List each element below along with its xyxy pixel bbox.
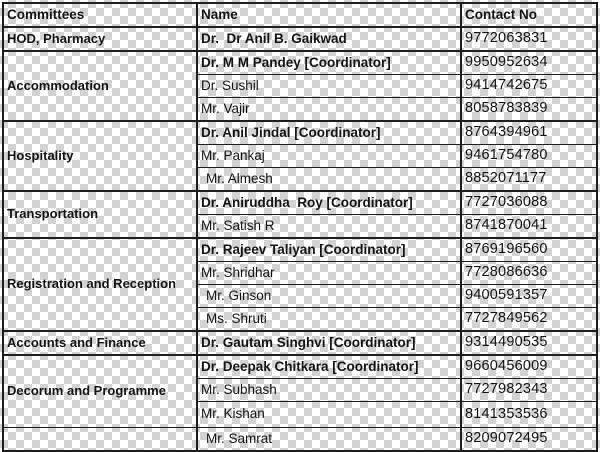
committee-cell: HOD, Pharmacy (3, 27, 197, 51)
member-name-cell: Mr. Vajir (197, 98, 461, 122)
member-name-cell: Dr. Anil Jindal [Coordinator] (197, 121, 461, 145)
committee-contact-table (2, 2, 598, 452)
table-row (3, 121, 597, 145)
member-name-cell: Dr. M M Pandey [Coordinator] (197, 51, 461, 75)
contact-number-cell: 9772063831 (461, 27, 597, 51)
committee-cell: Registration and Reception (3, 238, 197, 331)
committee-cell: Hospitality (3, 121, 197, 191)
contact-number-cell: 8769196560 (461, 238, 597, 262)
header-name: Name (197, 3, 461, 27)
member-name-cell: Mr. Ginson (197, 285, 461, 308)
contact-number-cell: 8058783839 (461, 98, 597, 122)
contact-number-cell: 9414742675 (461, 75, 597, 98)
header-committees: Committees (3, 3, 197, 27)
member-name-cell: Ms. Shruti (197, 308, 461, 332)
contact-number-cell: 8209072495 (461, 428, 597, 452)
contact-number-cell: 9660456009 (461, 355, 597, 379)
member-name-cell: Dr. Sushil (197, 75, 461, 98)
contact-number-cell: 7727982343 (461, 379, 597, 402)
member-name-cell: Mr. Pankaj (197, 145, 461, 168)
member-name-cell: Dr. Rajeev Taliyan [Coordinator] (197, 238, 461, 262)
member-name-cell: Mr. Subhash (197, 379, 461, 402)
member-name-cell: Dr. Aniruddha Roy [Coordinator] (197, 191, 461, 215)
member-name-cell: Mr. Kishan (197, 402, 461, 428)
member-name-cell: Dr. Dr Anil B. Gaikwad (197, 27, 461, 51)
committee-cell: Transportation (3, 191, 197, 238)
contact-number-cell: 7727849562 (461, 308, 597, 332)
member-name-cell: Mr. Shridhar (197, 262, 461, 285)
contact-number-cell: 9461754780 (461, 145, 597, 168)
contact-number-cell: 9950952634 (461, 51, 597, 75)
contact-number-cell: 7728086636 (461, 262, 597, 285)
contact-number-cell: 8852071177 (461, 168, 597, 192)
member-name-cell: Mr. Almesh (197, 168, 461, 192)
table-body (3, 27, 597, 451)
table-row (3, 331, 597, 355)
table-row (3, 238, 597, 262)
table-row (3, 191, 597, 215)
header-row (3, 3, 597, 27)
committee-cell (3, 428, 197, 452)
member-name-cell: Dr. Deepak Chitkara [Coordinator] (197, 355, 461, 379)
contact-number-cell: 9400591357 (461, 285, 597, 308)
contact-number-cell: 8741870041 (461, 215, 597, 239)
member-name-cell: Dr. Gautam Singhvi [Coordinator] (197, 331, 461, 355)
committee-cell: Accommodation (3, 51, 197, 121)
contact-number-cell: 8141353536 (461, 402, 597, 428)
table-row (3, 27, 597, 51)
header-contact-no: Contact No (461, 3, 597, 27)
committee-cell: Decorum and Programme (3, 355, 197, 428)
table-row (3, 355, 597, 379)
contact-number-cell: 7727036088 (461, 191, 597, 215)
member-name-cell: Mr. Samrat (197, 428, 461, 452)
table-row (3, 428, 597, 452)
member-name-cell: Mr. Satish R (197, 215, 461, 239)
committee-cell: Accounts and Finance (3, 331, 197, 355)
table-row (3, 51, 597, 75)
contact-number-cell: 8764394961 (461, 121, 597, 145)
contact-number-cell: 9314490535 (461, 331, 597, 355)
